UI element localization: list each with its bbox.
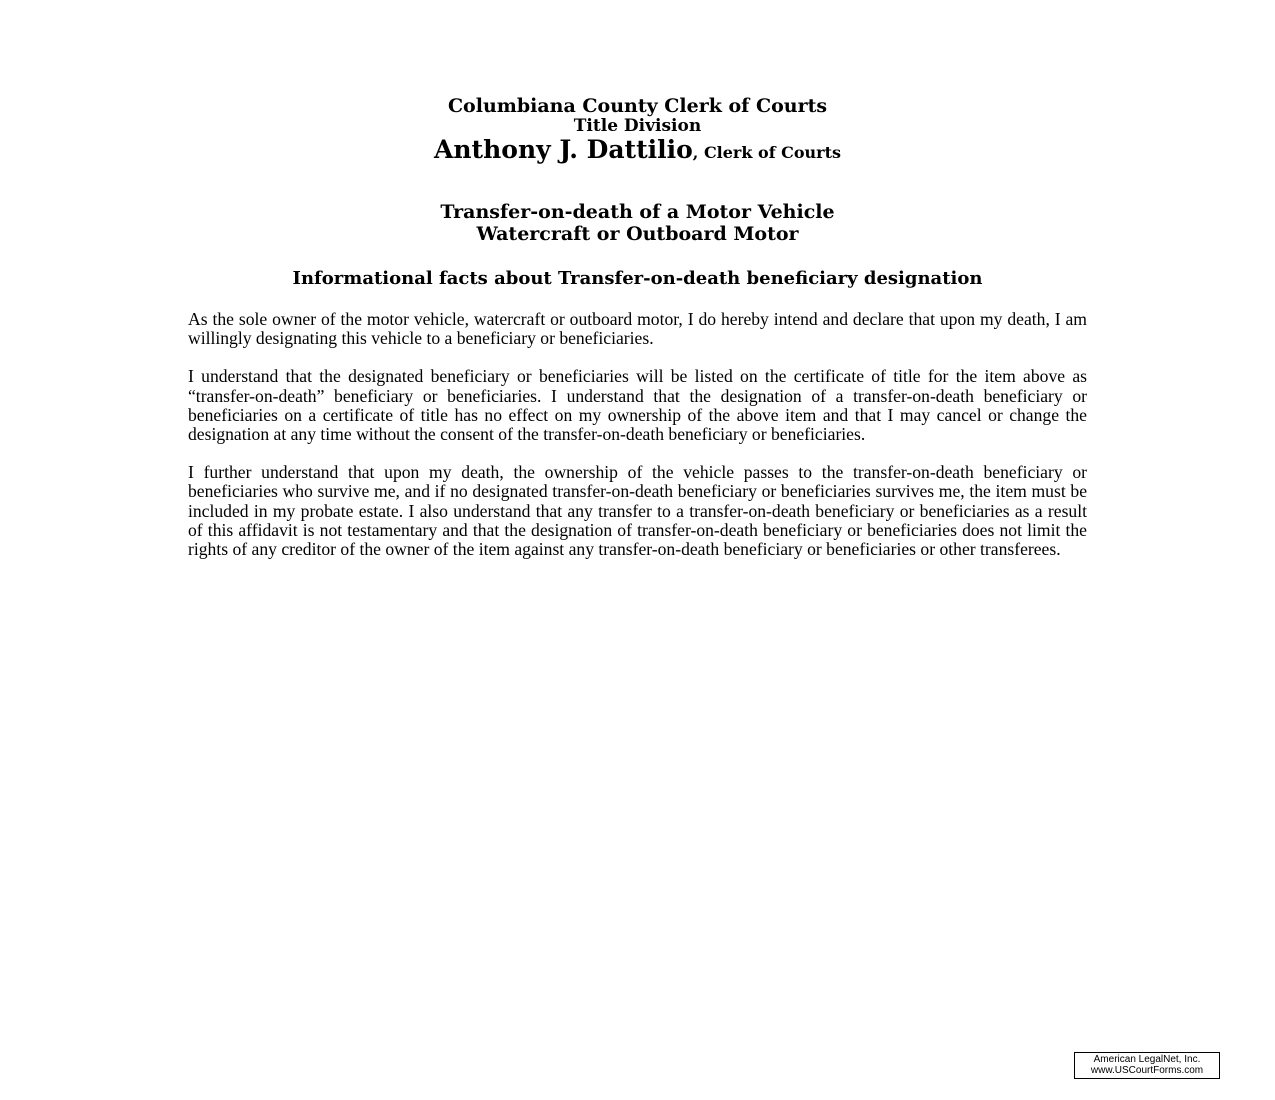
stamp-website: www.USCourtForms.com <box>1090 1065 1204 1076</box>
paragraph-1: As the sole owner of the motor vehicle, watercraft or outboard motor, I do hereby intend and declare that upon my death, I am willingly designating this vehicle to a beneficiary or beneficiaries. <box>188 309 1087 349</box>
clerk-line <box>0 136 1275 167</box>
clerk-name: Anthony J. Dattilio <box>433 135 693 164</box>
form-title-line-2: Watercraft or Outboard Motor <box>476 223 799 245</box>
body-text <box>188 310 1087 578</box>
form-title <box>0 201 1275 245</box>
document-header <box>0 96 1275 167</box>
paragraph-3: I further understand that upon my death, the ownership of the vehicle passes to the transfer-on-death beneficiary or beneficiaries who survive me, and if no designated transfer-on-death beneficiary or beneficiaries survives me, the item must be included in my probate estate. I also understand that any transfer to a transfer-on-death beneficiary or beneficiaries as a result of this affidavit is not testamentary and that the designation of transfer-on-death beneficiary or beneficiaries does not limit the rights of any creditor of the owner of the item against any transfer-on-death beneficiary or beneficiaries or other transferees. <box>188 462 1087 560</box>
footer-stamp <box>1074 1052 1220 1079</box>
stamp-company: American LegalNet, Inc. <box>1093 1054 1201 1065</box>
office-name: Columbiana County Clerk of Courts <box>447 95 828 117</box>
clerk-title: , Clerk of Courts <box>692 143 842 162</box>
info-heading: Informational facts about Transfer-on-death beneficiary designation <box>292 268 983 289</box>
form-title-line-1: Transfer-on-death of a Motor Vehicle <box>440 201 835 223</box>
division-name: Title Division <box>573 116 702 136</box>
paragraph-2: I understand that the designated beneficiary or beneficiaries will be listed on the certificate of title for the item above as “transfer-on-death” beneficiary or beneficiaries. I understand that the designation of a transfer-on-death beneficiary or beneficiaries on a certificate of title has no effect on my ownership of the above item and that I may cancel or change the designation at any time without the consent of the transfer-on-death beneficiary or beneficiaries. <box>188 366 1087 445</box>
